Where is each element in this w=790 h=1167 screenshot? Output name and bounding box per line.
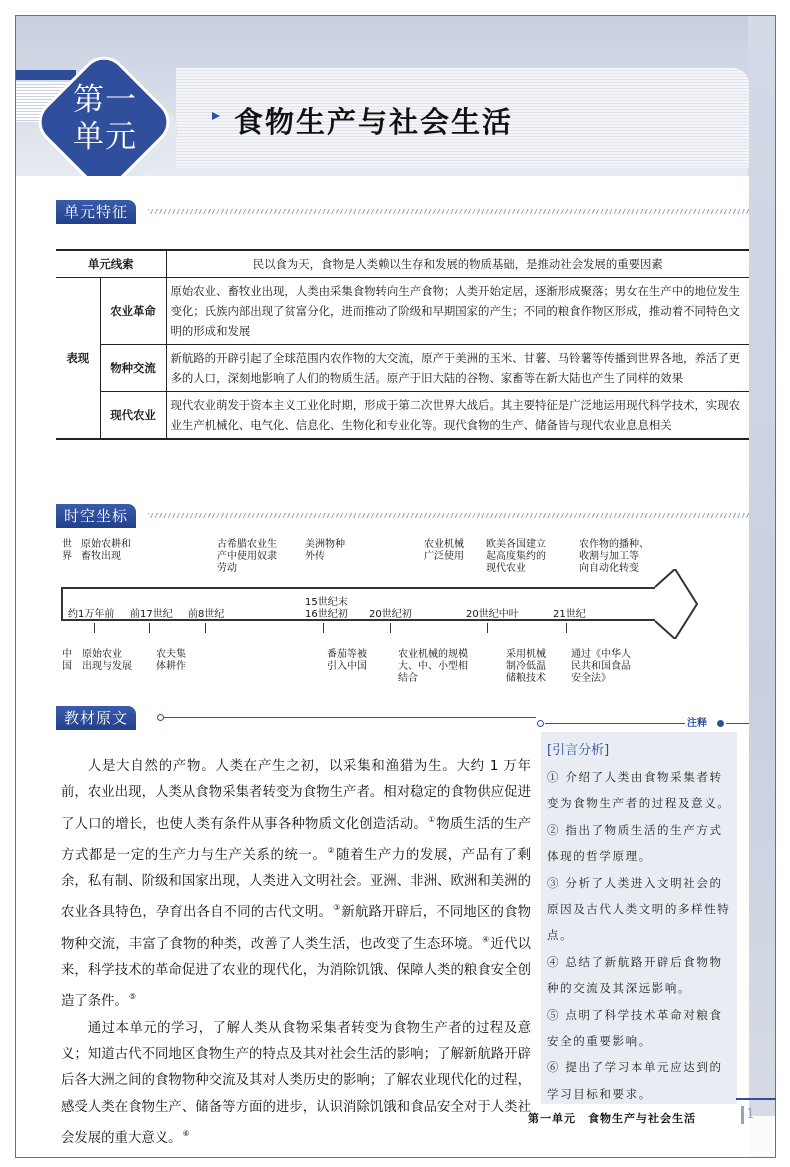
footer-rule <box>736 1098 776 1100</box>
notes-panel <box>541 732 737 1104</box>
row-label: 现代农业 <box>100 392 166 440</box>
features-row <box>56 278 749 345</box>
section-hatch <box>148 209 749 214</box>
notes-list <box>547 764 731 1107</box>
features-table <box>56 249 749 440</box>
footnote-marker: ① <box>427 814 436 824</box>
china-label-char: 国 <box>62 661 72 672</box>
section-header-original <box>56 706 536 730</box>
notes-rule <box>545 723 685 724</box>
event-line: 欧美各国建立 <box>486 539 546 550</box>
footnote-marker: ⑥ <box>182 1128 190 1138</box>
section-header-timeline <box>56 504 749 528</box>
event-line: 收割与加工等 <box>579 551 639 562</box>
row-label: 农业革命 <box>100 278 166 345</box>
date-line: 16世纪初 <box>305 609 348 620</box>
section-tag-timeline: 时空坐标 <box>56 504 136 528</box>
footnote-marker: ③ <box>333 903 341 913</box>
row-text: 原始农业、畜牧业出现，人类由采集食物转向生产食物；人类开始定居，逐渐形成聚落；男女在生产中的地位发生变化；氏族内部出现了贫富分化，进而推动了阶级和早期国家的产生；不同的粮食作物区形成，推动着不同特色文明的形成和发展 <box>166 278 749 345</box>
page-number: 1 <box>746 1106 755 1122</box>
text-run: 人是大自然的产物。人类在产生之初，以采集和渔猎为生。大约 1 万年前，农业出现，人类从食物采集者转变为食物生产者。相对稳定的食物供应促进了人口的增长，也使人类有条件从事各种物质文化创造活动。 <box>61 759 531 832</box>
world-event <box>81 539 131 563</box>
timeline <box>56 539 706 704</box>
timeline-tick <box>323 623 324 633</box>
group-label: 表现 <box>56 278 100 440</box>
world-event <box>424 539 464 563</box>
event-line: 通过《中华人 <box>571 649 631 660</box>
notes-label: 注释 <box>687 718 707 729</box>
timeline-date: 前17世纪 <box>130 609 173 620</box>
event-line: 原始农耕和 <box>81 539 131 550</box>
timeline-tick <box>94 623 95 633</box>
event-line: 制冷低温 <box>506 661 546 672</box>
china-event <box>82 649 132 673</box>
world-label <box>62 539 72 563</box>
note-item: ⑥ 提出了学习本单元应达到的学习目标和要求。 <box>547 1060 723 1101</box>
section-hatch <box>148 513 749 518</box>
unit-badge-text <box>60 82 150 156</box>
footnote-marker: ⑤ <box>128 992 137 1002</box>
unit-badge-line2: 单元 <box>73 119 137 155</box>
world-label-char: 界 <box>62 551 72 562</box>
event-line: 安全法》 <box>571 673 611 684</box>
row-label: 物种交流 <box>100 345 166 392</box>
event-line: 储粮技术 <box>506 673 546 684</box>
original-paragraph <box>61 1016 531 1152</box>
text-run: 新航路开辟后，不同地区的食物物种交流，丰富了食物的种类，改善了人类生活，也改变了生态环境。 <box>61 905 532 952</box>
world-label-char: 世 <box>62 539 72 550</box>
clue-label: 单元线索 <box>56 250 166 278</box>
event-line: 民共和国食品 <box>571 661 631 672</box>
footnote-marker: ④ <box>482 934 490 944</box>
china-event <box>571 649 631 685</box>
event-line: 农业机械 <box>424 539 464 550</box>
event-line: 起高度集约的 <box>486 551 546 562</box>
content-area <box>16 176 749 1158</box>
original-paragraph <box>61 754 531 1016</box>
world-event <box>486 539 546 575</box>
event-line: 大、中、小型相 <box>398 661 468 672</box>
china-label-char: 中 <box>62 649 72 660</box>
event-line: 现代农业 <box>486 563 526 574</box>
note-item: ⑤ 点明了科学技术革命对粮食安全的重要影响。 <box>547 1007 723 1049</box>
china-event <box>398 649 468 685</box>
note-item: ③ 分析了人类进入文明社会的原因及古代人类文明的多样性特点。 <box>547 875 731 943</box>
text-run: 物质生活的生产方式都是一定的生产力与生产关系的统一。 <box>61 816 532 863</box>
world-event <box>305 539 345 563</box>
event-line: 广泛使用 <box>424 551 464 562</box>
timeline-date: 约1万年前 <box>68 609 115 620</box>
features-row <box>56 345 749 392</box>
title-arrow-icon <box>212 112 220 120</box>
timeline-date <box>305 597 348 621</box>
event-line: 体耕作 <box>156 661 186 672</box>
note-item: ② 指出了物质生活的生产方式体现的哲学原理。 <box>547 822 723 864</box>
note-item: ④ 总结了新航路开辟后食物物种的交流及其深远影响。 <box>547 954 723 996</box>
timeline-date: 前8世纪 <box>188 609 225 620</box>
text-run: 随着生产力的发展，产品有了剩余，私有制、阶级和国家出现，人类进入文明社会。亚洲、非洲、欧洲和美洲的农业各具特色，孕育出各自不同的古代文明。 <box>61 847 532 921</box>
china-event <box>506 649 546 685</box>
section-tag-original: 教材原文 <box>56 706 136 730</box>
event-line: 出现与发展 <box>82 661 132 672</box>
china-label <box>62 649 72 673</box>
event-line: 美洲物种 <box>305 539 345 550</box>
unit-badge-line1: 第一 <box>73 82 137 118</box>
notes-dot-icon <box>537 720 544 727</box>
features-row <box>56 392 749 440</box>
running-footer: 第一单元 食物生产与社会生活 <box>528 1112 696 1125</box>
section-rule <box>164 717 536 718</box>
row-text: 现代农业萌发于资本主义工业化时期，形成于第二次世界大战后。其主要特征是广泛地运用现代科学技术，实现农业生产机械化、电气化、信息化、生物化和专业化等。现代食物的生产、储备皆与现代农业息息相关 <box>166 392 749 440</box>
event-line: 采用机械 <box>506 649 546 660</box>
event-line: 引入中国 <box>327 661 367 672</box>
timeline-date: 20世纪中叶 <box>466 609 519 620</box>
footnote-marker: ② <box>327 845 336 855</box>
event-line: 产中使用奴隶 <box>217 551 277 562</box>
notes-header <box>537 717 749 731</box>
timeline-date: 20世纪初 <box>369 609 412 620</box>
unit-badge <box>38 56 178 196</box>
clue-text: 民以食为天，食物是人类赖以生存和发展的物质基础，是推动社会发展的重要因素 <box>166 250 749 278</box>
event-line: 外传 <box>305 551 325 562</box>
notes-rule <box>726 723 749 724</box>
notes-title: [引言分析] <box>547 743 610 758</box>
timeline-date: 21世纪 <box>553 609 586 620</box>
original-text <box>61 754 531 1152</box>
event-line: 农业机械的规模 <box>398 649 468 660</box>
event-line: 农夫集 <box>156 649 186 660</box>
china-event <box>327 649 367 673</box>
page-number-mark <box>741 1106 744 1124</box>
timeline-tick <box>566 623 567 633</box>
text-run: 近代以来，科学技术的革命促进了农业的现代化，为消除饥饿、保障人类的粮食安全创造了条件。 <box>61 936 532 1010</box>
timeline-arrowhead-icon <box>653 569 699 639</box>
world-event <box>217 539 277 575</box>
section-header-features <box>56 200 749 224</box>
event-line: 番茄等被 <box>327 649 367 660</box>
event-line: 原始农业 <box>82 649 122 660</box>
event-line: 劳动 <box>217 563 237 574</box>
event-line: 畜牧出现 <box>81 551 121 562</box>
row-text: 新航路的开辟引起了全球范围内农作物的大交流，原产于美洲的玉米、甘薯、马铃薯等传播到世界各地，养活了更多的人口，深刻地影响了人们的物质生活。原产于旧大陆的谷物、家畜等在新大陆也产生了同样的效果 <box>166 345 749 392</box>
note-item: ① 介绍了人类由食物采集者转变为食物生产者的过程及意义。 <box>547 770 731 811</box>
event-line: 古希腊农业生 <box>217 539 277 550</box>
section-tag-features: 单元特征 <box>56 200 136 224</box>
page-frame <box>15 15 776 1158</box>
event-line: 向自动化转变 <box>579 563 639 574</box>
text-run: 通过本单元的学习，了解人类从食物采集者转变为食物生产者的过程及意义；知道古代不同地区食物生产的特点及其对社会生活的影响；了解新航路开辟后各大洲之间的食物物种交流及其对人类历史的影响；了解农业现代化的过程，感受人类在食物生产、储备等方面的进步，认识消除饥饿和食品安全对于人类社会发展的重大意义。 <box>61 1020 531 1146</box>
world-event <box>579 539 649 575</box>
event-line: 结合 <box>398 673 418 684</box>
features-clue-row <box>56 250 749 278</box>
event-line: 农作物的播种、 <box>579 539 649 550</box>
notes-dot-icon <box>717 720 724 727</box>
section-dot-icon <box>157 714 164 721</box>
timeline-tick <box>487 623 488 633</box>
timeline-tick <box>390 623 391 633</box>
timeline-tick <box>149 623 150 633</box>
unit-title: 食物生产与社会生活 <box>234 105 514 139</box>
right-margin-strip <box>748 16 775 1116</box>
date-line: 15世纪末 <box>305 597 348 608</box>
timeline-tick <box>205 623 206 633</box>
china-event <box>156 649 186 673</box>
